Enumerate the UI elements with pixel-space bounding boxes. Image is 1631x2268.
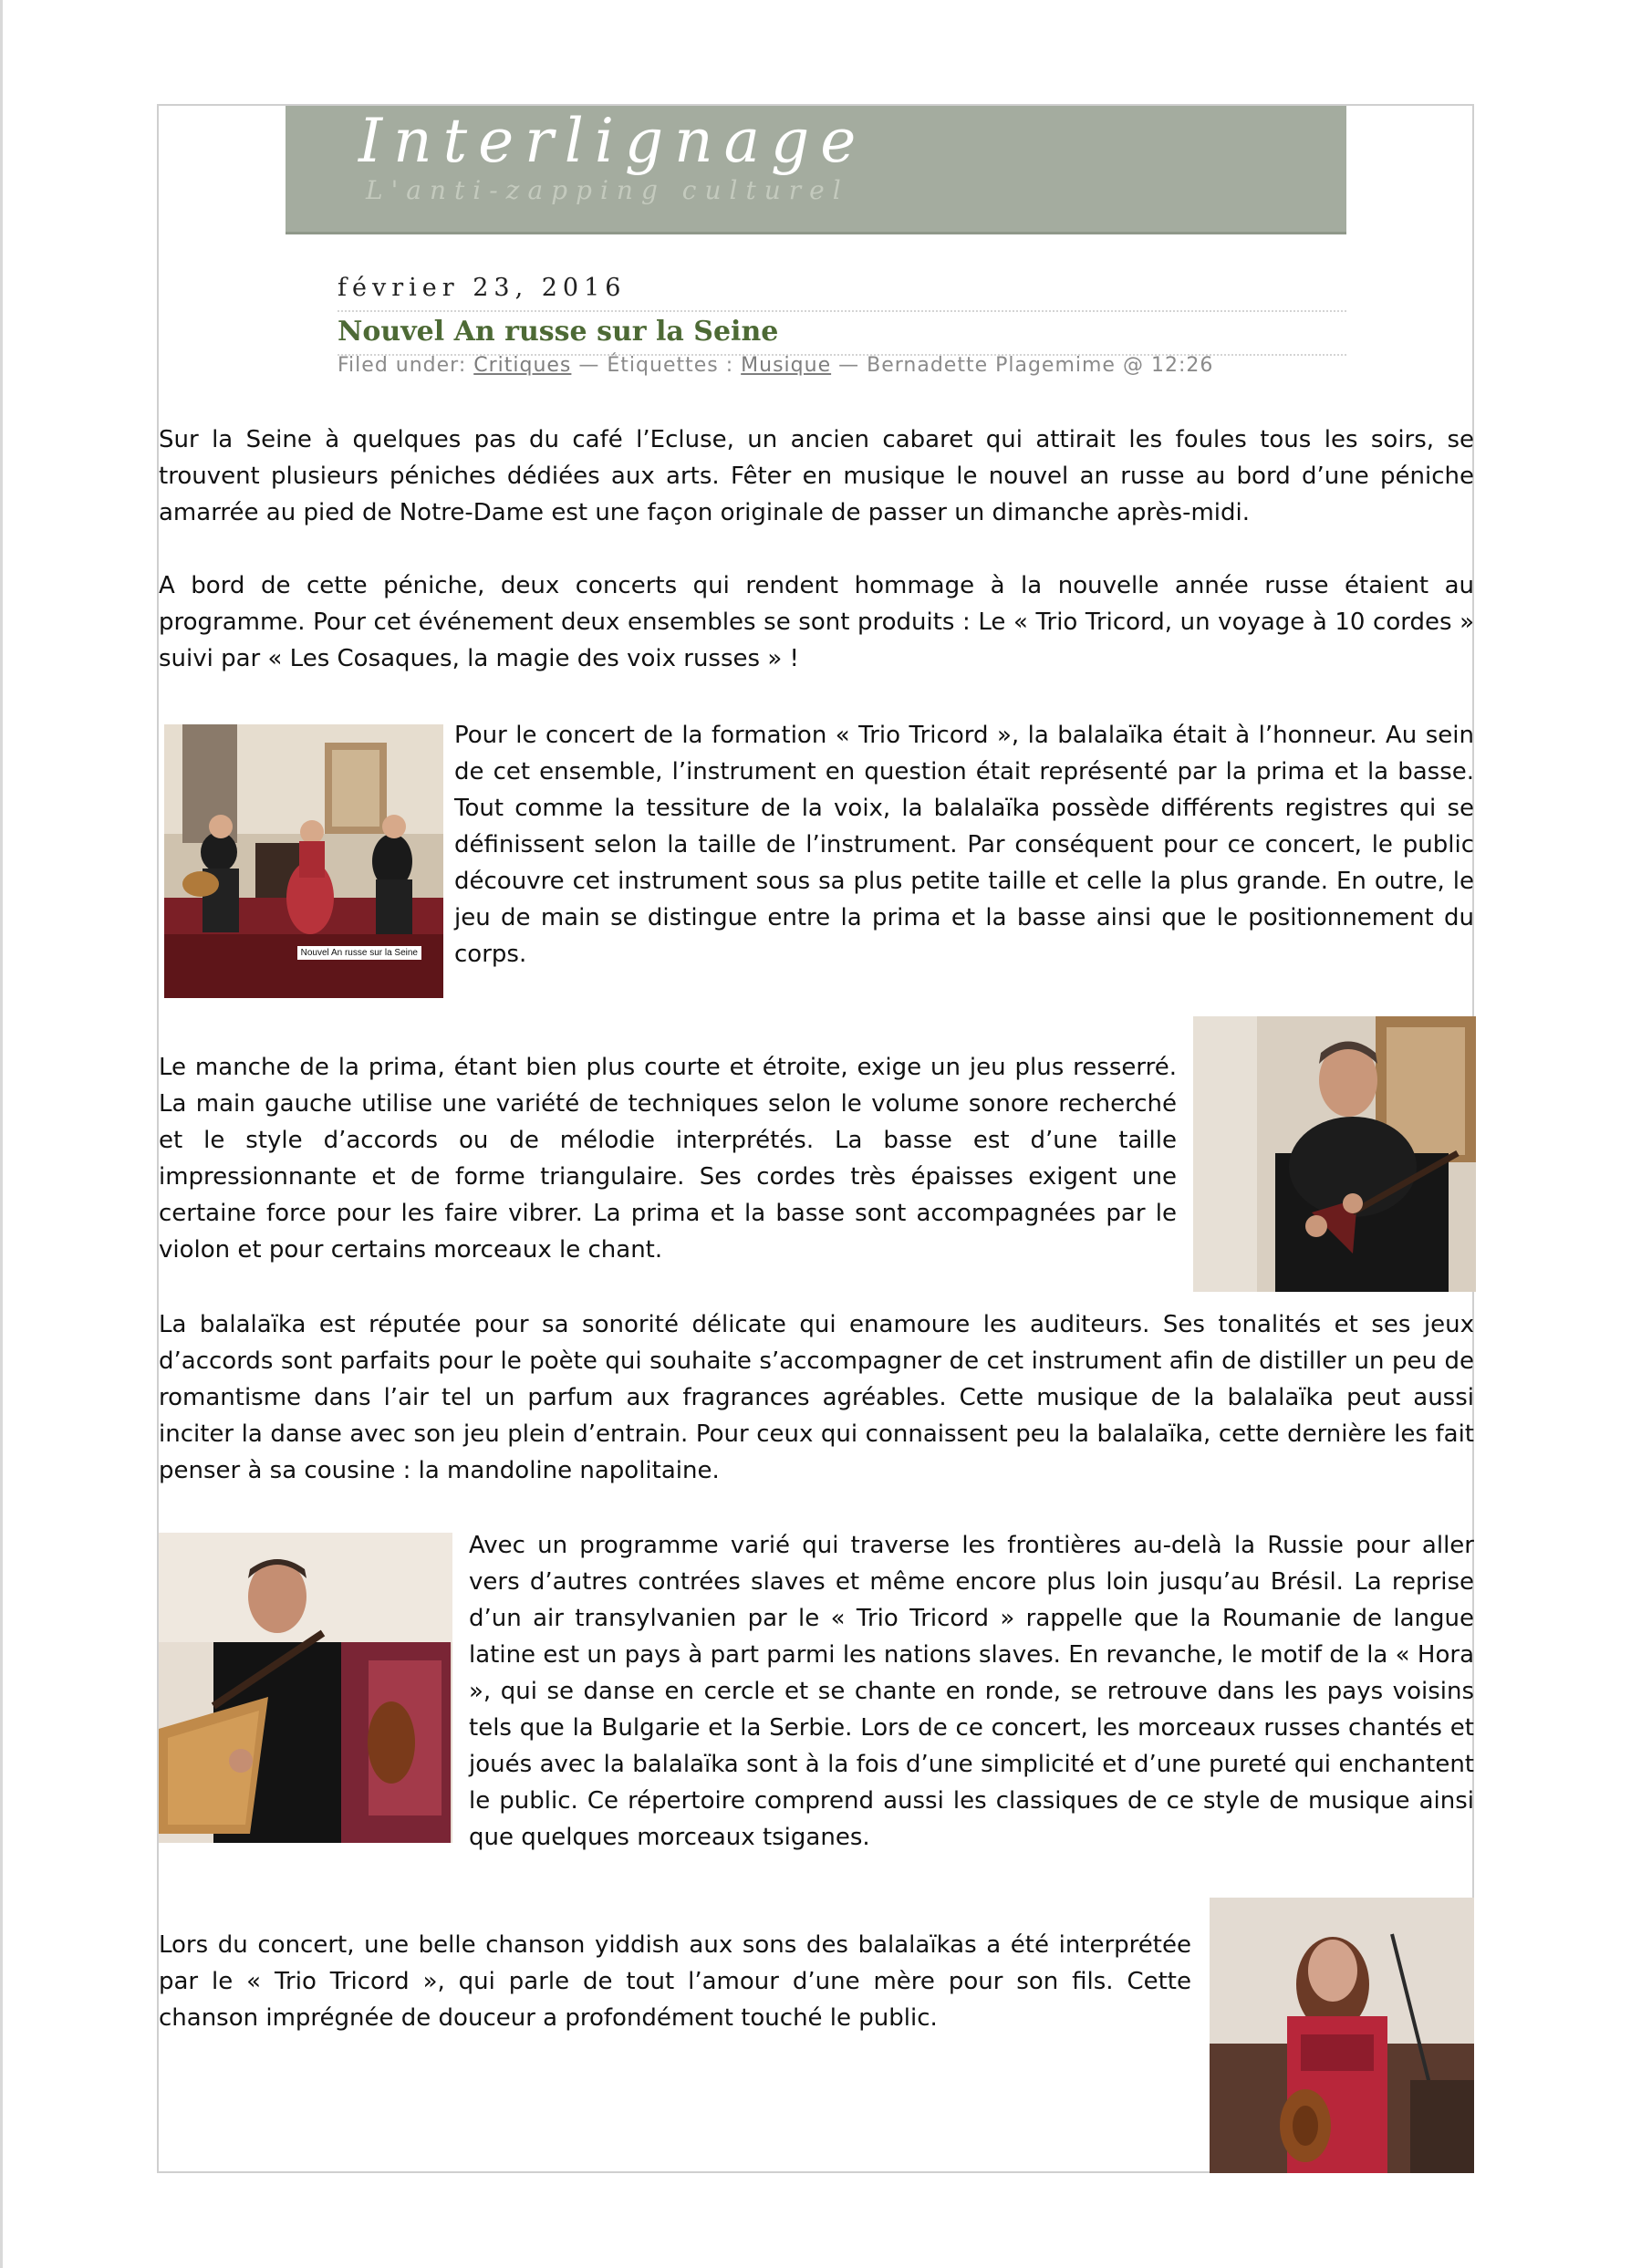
blog-title[interactable]: Interlignage [358,106,867,176]
filed-under-label: Filed under: [338,354,467,377]
bass-photo-image [159,1533,452,1843]
tag-link[interactable]: Musique [741,354,832,377]
paragraph-chanson-yiddish: Lors du concert, une belle chanson yiddish aux sons des balalaïkas a été interprétée par le « Trio Tricord », qui parle de tout l’amour d’une mère pour son fils. Cette chanson imprégnée de douceur a profondément touché le public. [159,1931,1191,2032]
photo-caption: Nouvel An russe sur la Seine [297,946,421,960]
category-link[interactable]: Critiques [473,354,572,377]
post-title[interactable]: Nouvel An russe sur la Seine [338,316,779,348]
paragraph-trio-tricord: Pour le concert de la formation « Trio Tricord », la balalaïka était à l’honneur. Au sein de cet ensemble, l’instrument en question était représenté par la prima et la basse. Tout comme la tessiture de la voix, la balalaïka possède différents registres qui se définissent selon la taille de l’instrument. Par conséquent pour ce concert, le public découvre cet instrument sous sa plus petite taille et celle la plus grande. En outre, le jeu de main se distingue entre la prima et la basse ainsi que le positionnement du corps. [454,722,1474,968]
post-meta [338,354,1213,377]
tags-label: Étiquettes : [607,354,734,377]
post-date: février 23, 2016 [338,274,627,302]
paragraph-program: A bord de cette péniche, deux concerts qui rendent hommage à la nouvelle année russe étaient au programme. Pour cet événement deux ensembles se sont produits : Le « Trio Tricord, un voyage à 10 cordes » suivi par « Les Cosaques, la magie des voix russes » ! [159,572,1474,672]
photo-trio-tricord [164,724,443,998]
paragraph-sonorite: La balalaïka est réputée pour sa sonorité délicate qui enamoure les auditeurs. Ses tonalités et ses jeux d’accords sont parfaits pour le poète qui souhaite s’accompagner de cet instrument afin de distiller un peu de romantisme dans l’air tel un parfum aux fragrances agréables. Cette musique de la balalaïka peut aussi inciter la danse avec son jeu plein d’entrain. Pour ceux qui connaissent peu la balalaïka, cette dernière les fait penser à sa cousine : la mandoline napolitaine. [159,1311,1474,1484]
paragraph-intro: Sur la Seine à quelques pas du café l’Ecluse, un ancien cabaret qui attirait les foules tous les soirs, se trouvent plusieurs péniches dédiées aux arts. Fêter en musique le nouvel an russe au bord d’une péniche amarrée au pied de Notre-Dame est une façon originale de passer un dimanche après-midi. [159,426,1474,526]
meta-separator: — [571,354,608,377]
dotted-divider [338,310,1346,312]
photo-bass-balalaika-player [159,1533,452,1843]
photo-violinist [1210,1898,1474,2173]
meta-separator: — [831,354,867,377]
paragraph-prima-basse: Le manche de la prima, étant bien plus courte et étroite, exige un jeu plus resserré. La main gauche utilise une variété de techniques selon le volume sonore recherché et le style d’accords ou de mélodie interprétés. La basse est d’une taille impressionnante et de forme triangulaire. Ses cordes très épaisses exigent une certaine force pour les faire vibrer. La prima et la basse sont accompagnées par le violon et pour certains morceaux le chant. [159,1054,1177,1264]
blog-header-banner[interactable] [286,106,1346,232]
photo-prima-player [1193,1016,1476,1292]
blog-tagline: L'anti-zapping culturel [366,175,849,205]
page-left-edge [0,0,3,2268]
author-time: Bernadette Plagemime @ 12:26 [867,354,1214,377]
violinist-photo-image [1210,1898,1474,2173]
paragraph-programme-varie: Avec un programme varié qui traverse les frontières au-delà la Russie pour aller vers d’autres contrées slaves et même encore plus loin jusqu’au Brésil. La reprise d’un air transylvanien par le « Trio Tricord » rappelle que la Roumanie de langue latine est un pays à part parmi les nations slaves. En revanche, le motif de la « Hora », qui se danse en cercle et se chante en ronde, se retrouve dans les pays voisins tels que la Bulgarie et la Serbie. Lors de ce concert, les morceaux russes chantés et joués avec la balalaïka sont à la fois d’une simplicité et d’une pureté qui enchantent le public. Ce répertoire comprend aussi les classiques de ce style de musique ainsi que quelques morceaux tsiganes. [469,1532,1474,1851]
prima-photo-image [1193,1016,1476,1292]
